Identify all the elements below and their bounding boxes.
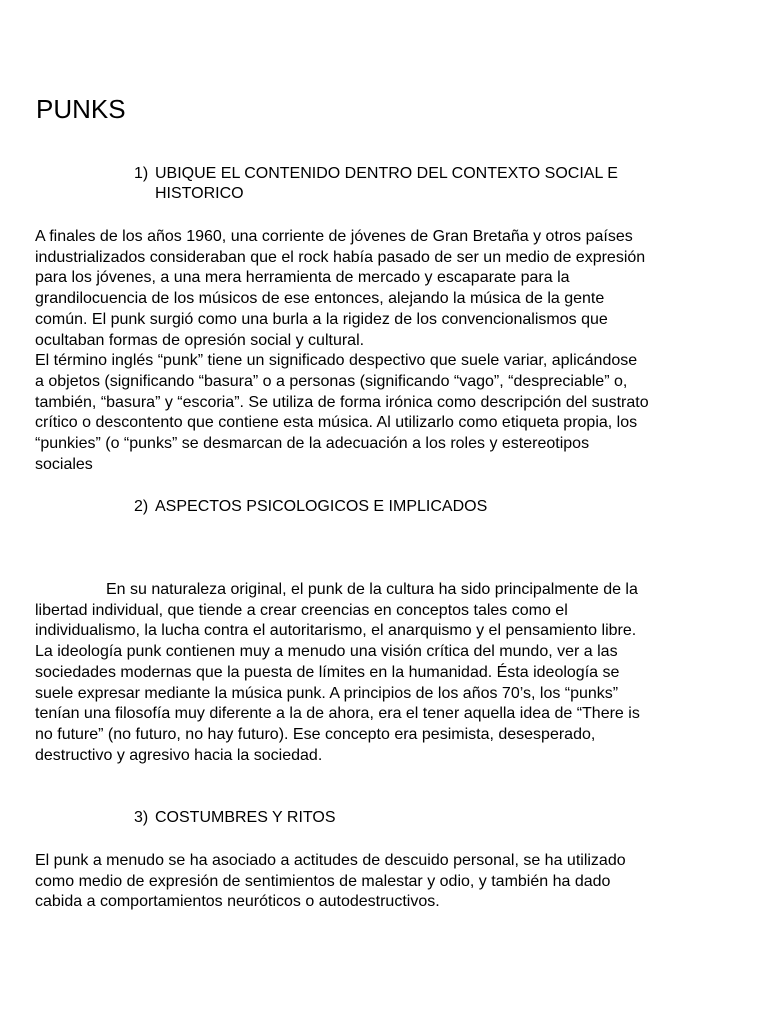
paragraph-line: En su naturaleza original, el punk de la cultura ha sido principalmente de la bbox=[106, 581, 638, 598]
heading-line: COSTUMBRES Y RITOS bbox=[155, 809, 336, 826]
section-1-paragraph bbox=[35, 227, 735, 475]
paragraph-line: La ideología punk contienen muy a menudo una visión crítica del mundo, ver a las bbox=[35, 643, 618, 661]
section-number: 3) bbox=[134, 809, 149, 826]
paragraph-line: también, “basura” y “escoria”. Se utiliza de forma irónica como descripción del sustrato bbox=[35, 393, 649, 411]
paragraph-line: A finales de los años 1960, una corriente de jóvenes de Gran Bretaña y otros países bbox=[35, 228, 633, 245]
paragraph-line: industrializados consideraban que el rock había pasado de ser un medio de expresión bbox=[35, 248, 646, 266]
paragraph-line: como medio de expresión de sentimientos de malestar y odio, y también ha dado bbox=[35, 872, 611, 890]
section-heading-text bbox=[155, 497, 694, 517]
paragraph-line: libertad individual, que tiende a crear creencias en conceptos tales como el bbox=[35, 601, 568, 619]
heading-line: HISTORICO bbox=[155, 185, 244, 202]
paragraph-line: El término inglés “punk” tiene un significado despectivo que suele variar, aplicándose bbox=[35, 352, 638, 370]
paragraph-line: tenían una filosofía muy diferente a la de ahora, era el tener aquella idea de “There is bbox=[35, 705, 640, 723]
paragraph-line: sociedades modernas que la puesta de límites en la humanidad. Ésta ideología se bbox=[35, 663, 620, 681]
paragraph-line: El punk a menudo se ha asociado a actitudes de descuido personal, se ha utilizado bbox=[35, 852, 626, 869]
section-1-heading bbox=[134, 164, 694, 204]
paragraph-line: sociales bbox=[35, 455, 93, 473]
paragraph-line: suele expresar mediante la música punk. A principios de los años 70’s, los “punks” bbox=[35, 684, 619, 702]
paragraph-line: no future” (no futuro, no hay futuro). Ese concepto era pesimista, desesperado, bbox=[35, 725, 596, 743]
paragraph-line: para los jóvenes, a una mera herramienta de mercado y escaparate para la bbox=[35, 269, 570, 287]
paragraph-line: destructivo y agresivo hacia la sociedad. bbox=[35, 746, 323, 764]
section-3-paragraph bbox=[35, 851, 735, 913]
section-2-paragraph bbox=[35, 580, 735, 766]
document-title: PUNKS bbox=[36, 94, 126, 124]
section-heading-text bbox=[155, 164, 694, 204]
paragraph-line: cabida a comportamientos neuróticos o autodestructivos. bbox=[35, 893, 440, 911]
paragraph-line: grandilocuencia de los músicos de ese entonces, alejando la música de la gente bbox=[35, 290, 605, 308]
section-number: 2) bbox=[134, 498, 149, 515]
paragraph-line: a objetos (significando “basura” o a personas (significando “vago”, “despreciable” o, bbox=[35, 372, 628, 390]
paragraph-line: crítico o descontento que contiene esta música. Al utilizarlo como etiqueta propia, los bbox=[35, 414, 638, 432]
section-heading-text bbox=[155, 808, 694, 828]
paragraph-line: ocultaban formas de opresión social y cultural. bbox=[35, 331, 365, 349]
section-2-heading bbox=[134, 497, 694, 517]
paragraph-line: individualismo, la lucha contra el autoritarismo, el anarquismo y el pensamiento libre. bbox=[35, 622, 637, 640]
section-3-heading bbox=[134, 808, 694, 828]
paragraph-line: común. El punk surgió como una burla a la rigidez de los convencionalismos que bbox=[35, 310, 608, 328]
heading-line: UBIQUE EL CONTENIDO DENTRO DEL CONTEXTO SOCIAL E bbox=[155, 165, 618, 182]
section-number: 1) bbox=[134, 165, 149, 182]
heading-line: ASPECTOS PSICOLOGICOS E IMPLICADOS bbox=[155, 498, 488, 515]
paragraph-line: “punkies” (o “punks” se desmarcan de la adecuación a los roles y estereotipos bbox=[35, 435, 590, 453]
